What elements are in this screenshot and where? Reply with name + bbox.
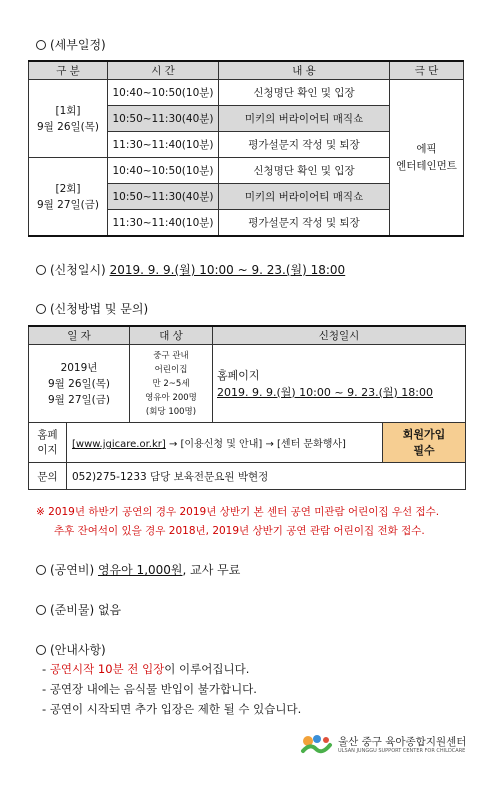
apply-method-heading: (신청방법 및 문의) [36,300,148,317]
session-cell: [1회] 9월 26일(목) [29,80,108,158]
inquiry-value: 052)275-1233 담당 보육전문요원 박현정 [67,463,466,490]
apply-table: 일 자 대 상 신청일시 2019년 9월 26일(목) 9월 27일(금) 중구 관내 어린이집 만 2~5세 영유아 200명 (회당 100명) 홈페이지 2019. 9. 9.(월) 10:00 ~ 9. 23.(월) 18:00 [28,325,466,423]
homepage-link[interactable]: [www.jgicare.or.kr] [72,439,166,450]
table-row: [2회] 9월 27일(금) 10:40~10:50(10분) 신청명단 확인 및 입장 [29,158,464,184]
table-row: [1회] 9월 26일(목) 10:40~10:50(10분) 신청명단 확인 및 입장 에픽 엔터테인먼트 [29,80,464,106]
logo-sub: ULSAN JUNGGU SUPPORT CENTER FOR CHILDCARE [338,748,466,754]
guide-heading: (안내사항) [36,641,106,658]
troupe-cell: 에픽 엔터테인먼트 [390,80,464,237]
table-row: 11:30~11:40(10분) 평가설문지 작성 및 퇴장 [29,210,464,237]
guide-item: - 공연시작 10분 전 입장이 이루어집니다. [42,662,250,676]
apply-target-cell: 중구 관내 어린이집 만 2~5세 영유아 200명 (회당 100명) [130,345,213,423]
homepage-path: [www.jgicare.or.kr] → [이용신청 및 안내] → [센터 문화행사] [67,423,383,463]
table-row: 11:30~11:40(10분) 평가설문지 작성 및 퇴장 [29,132,464,158]
apply-period: (신청일시) 2019. 9. 9.(월) 10:00 ~ 9. 23.(월) 18:00 [36,261,345,278]
table-row: 10:50~11:30(40분) 미키의 버라이어티 매직쇼 [29,106,464,132]
prep: (준비물) 없음 [36,601,121,618]
header-content: 내 용 [219,61,390,80]
apply-method-cell: 홈페이지 2019. 9. 9.(월) 10:00 ~ 9. 23.(월) 18:00 [213,345,466,423]
fee-value: 영유아 1,000원 [97,563,183,577]
circle-bullet-icon [36,645,46,655]
notice-line-2: 추후 잔여석이 있을 경우 2018년, 2019년 상반기 공연 관람 어린이집 전화 접수. [54,525,425,537]
guide-item: - 공연장 내에는 음식물 반입이 불가합니다. [42,682,257,696]
session-cell: [2회] 9월 27일(금) [29,158,108,237]
header-category: 구 분 [29,61,108,80]
homepage-label: 홈페 이지 [29,423,67,463]
apply-period-value: 2019. 9. 9.(월) 10:00 ~ 9. 23.(월) 18:00 [109,263,346,277]
header-troupe: 극 단 [390,61,464,80]
circle-bullet-icon [36,304,46,314]
circle-bullet-icon [36,265,46,275]
schedule-table [28,60,464,237]
table-row: 10:50~11:30(40분) 미키의 버라이어티 매직쇼 [29,184,464,210]
logo-icon [300,733,334,759]
circle-bullet-icon [36,605,46,615]
apply-date-cell: 2019년 9월 26일(목) 9월 27일(금) [29,345,130,423]
notice-line-1: ※ 2019년 하반기 공연의 경우 2019년 상반기 본 센터 공연 미관람 어린이집 우선 접수. [36,506,440,518]
homepage-table [28,422,466,490]
guide-item: - 공연이 시작되면 추가 입장은 제한 될 수 있습니다. [42,702,302,716]
schedule-heading: (세부일정) [36,36,106,53]
circle-bullet-icon [36,40,46,50]
header-time: 시 간 [108,61,219,80]
logo-name: 울산 중구 육아종합지원센터 [338,736,467,748]
member-required-badge: 회원가입 필수 [383,423,466,463]
inquiry-label: 문의 [29,463,67,490]
circle-bullet-icon [36,565,46,575]
fee: (공연비) 영유아 1,000원, 교사 무료 [36,561,240,578]
